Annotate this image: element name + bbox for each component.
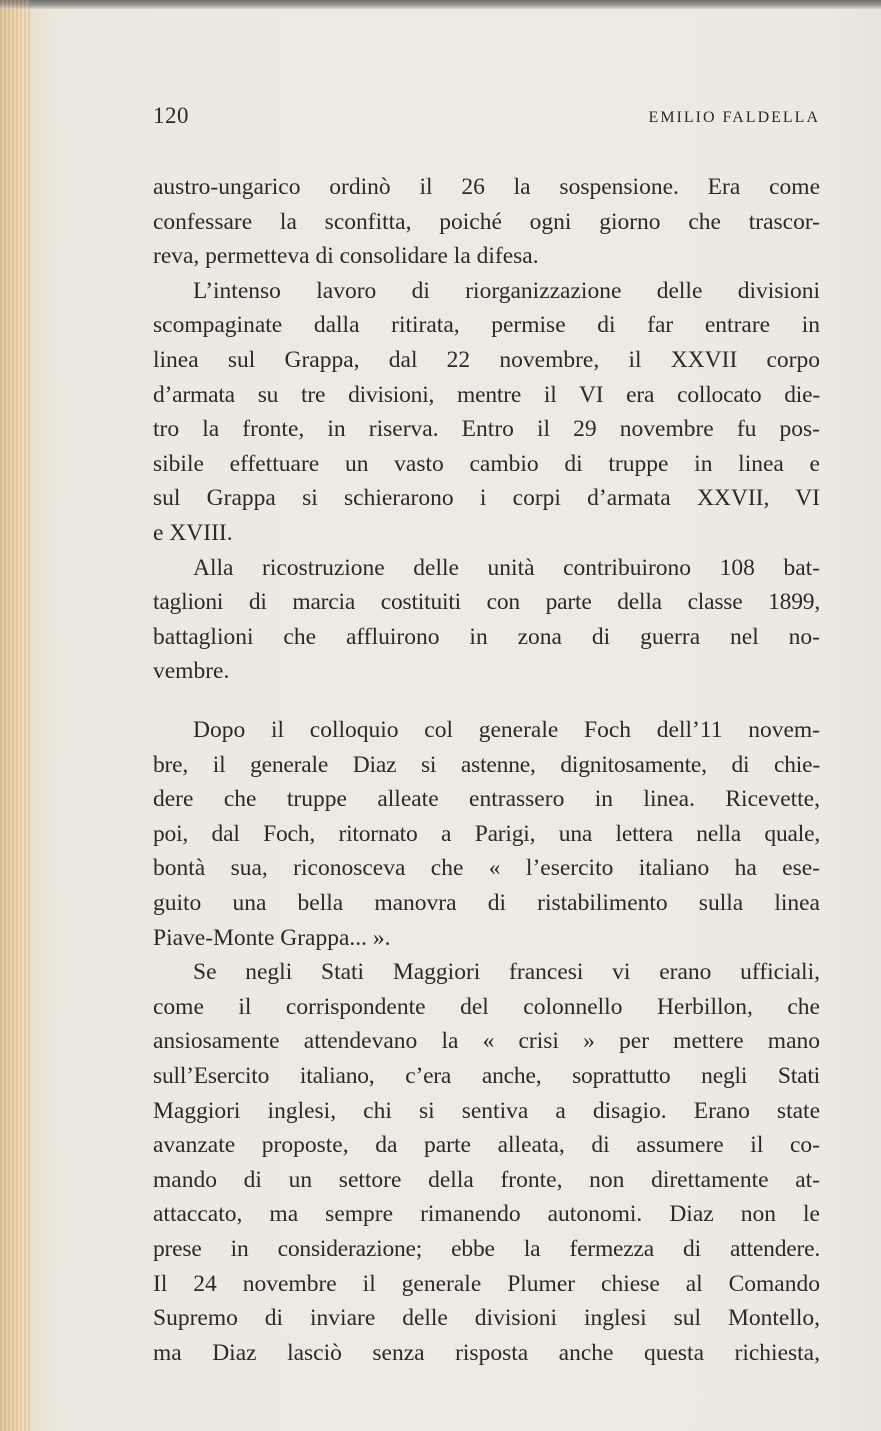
text-line: Il 24 novembre il generale Plumer chiese al Comando [153,1270,820,1297]
text-line: come il corrispondente del colonnello Herbillon, che [153,993,820,1020]
text-line: mando di un settore della fronte, non direttamente at- [153,1166,820,1193]
text-line: sul Grappa si schierarono i corpi d’armata XXVII, VI [153,485,820,512]
page-number: 120 [153,103,189,128]
text-line: L’intenso lavoro di riorganizzazione delle divisioni [193,277,820,304]
text-line: taglioni di marcia costituiti con parte della classe 1899, [153,589,820,616]
text-line: avanzate proposte, da parte alleata, di assumere il co- [153,1132,820,1159]
text-line: dere che truppe alleate entrassero in linea. Ricevette, [153,786,820,813]
text-line: Alla ricostruzione delle unità contribuirono 108 bat- [193,554,820,581]
text-line: prese in considerazione; ebbe la fermezza di attendere. [153,1235,820,1262]
text-line: battaglioni che affluirono in zona di guerra nel no- [153,623,820,650]
page-edge-stripes [0,0,30,1431]
text-section-1 [153,170,820,689]
text-line: Maggiori inglesi, chi si sentiva a disagio. Erano state [153,1097,820,1124]
text-line: ansiosamente attendevano la « crisi » per mettere mano [153,1028,820,1055]
text-line: attaccato, ma sempre rimanendo autonomi. Diaz non le [153,1201,820,1228]
text-line: bre, il generale Diaz si astenne, dignitosamente, di chie- [153,751,820,778]
text-line: scompaginate dalla ritirata, permise di far entrare in [153,312,820,339]
text-line: d’armata su tre divisioni, mentre il VI era collocato die- [153,381,820,408]
text-line: Dopo il colloquio col generale Foch dell’11 novem- [193,717,820,743]
text-line: Supremo di inviare delle divisioni inglesi sul Montello, [153,1305,820,1332]
running-head: EMILIO FALDELLA [648,109,820,126]
text-line: guito una bella manovra di ristabilimento sulla linea [153,889,820,916]
text-line: reva, permetteva di consolidare la difesa. [153,243,539,270]
text-section-2 [153,713,820,1370]
text-line: e XVIII. [153,519,233,546]
page-top-shadow [0,0,881,9]
text-line: bontà sua, riconosceva che « l’esercito italiano ha ese- [153,855,820,882]
page-header [153,100,820,140]
text-line: sibile effettuare un vasto cambio di truppe in linea e [153,450,820,477]
text-line: confessare la sconfitta, poiché ogni giorno che trascor- [153,208,820,235]
text-line: tro la fronte, in riserva. Entro il 29 novembre fu pos- [153,416,820,443]
text-line: vembre. [153,658,230,685]
text-line: linea sul Grappa, dal 22 novembre, il XXVII corpo [153,346,820,373]
text-line: poi, dal Foch, ritornato a Parigi, una lettera nella quale, [153,820,820,847]
text-line: austro-ungarico ordinò il 26 la sospensione. Era come [153,174,820,200]
text-line: Piave-Monte Grappa... ». [153,924,391,951]
text-line: ma Diaz lasciò senza risposta anche questa richiesta, [153,1339,820,1366]
text-line: Se negli Stati Maggiori francesi vi erano ufficiali, [193,959,820,986]
text-line: sull’Esercito italiano, c’era anche, soprattutto negli Stati [153,1062,820,1089]
